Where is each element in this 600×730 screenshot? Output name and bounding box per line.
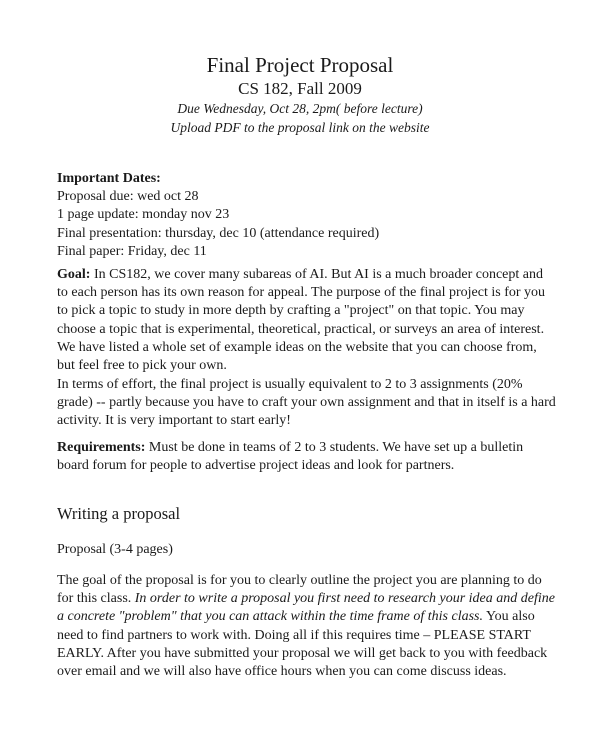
date-item: Final paper: Friday, dec 11 — [57, 243, 207, 259]
requirements-text: Must be done in teams of 2 to 3 students. We have set up a bulletin board forum for people to advertise project ideas and look for partners. — [57, 440, 524, 474]
date-item: 1 page update: monday nov 23 — [57, 207, 230, 223]
writing-proposal-heading: Writing a proposal — [57, 504, 181, 523]
requirements-label: Requirements: — [57, 440, 146, 455]
document-header — [0, 52, 600, 137]
due-line: Due Wednesday, Oct 28, 2pm( before lecture) — [177, 101, 423, 116]
document-title: Final Project Proposal — [206, 53, 394, 77]
effort-paragraph: In terms of effort, the final project is usually equivalent to 2 to 3 assignments (20% grade) -- partly because you have to craft your own assignment and that in itself is a hard activity. It is very important to start early! — [57, 377, 556, 429]
goal-label: Goal: — [57, 267, 91, 282]
proposal-rest-text: You also need to find partners to work with. Doing all if this requires time – PLEASE START EARLY. After you have submitted your proposal we will get back to you with feedback over email and we will also have office hours when you can come discuss ideas. — [57, 609, 548, 680]
upload-line: Upload PDF to the proposal link on the website — [170, 120, 430, 135]
important-dates-heading: Important Dates: — [57, 171, 161, 186]
important-dates — [57, 170, 379, 261]
proposal-length: Proposal (3-4 pages) — [57, 542, 173, 557]
proposal-intro-text: The goal of the proposal is for you to clearly outline the project you are planning to do for this class. — [57, 573, 542, 607]
course-subtitle: CS 182, Fall 2009 — [238, 79, 362, 98]
date-item: Final presentation: thursday, dec 10 (attendance required) — [57, 225, 380, 241]
goal-text: In CS182, we cover many subareas of AI. But AI is a much broader concept and to each person has its own reason for appeal. The purpose of the final project is for you to pick a topic to study in more depth by crafting a "project" on that topic. You may choose a topic that is experimental, theoretical, practical, or surveys an area of interest. We have listed a whole set of example ideas on the website that you can choose from, but feel free to pick your own. — [57, 267, 546, 374]
proposal-italic-text: In order to write a proposal you first need to research your idea and define a concrete "problem" that you can attack within the time frame of this class. — [57, 591, 555, 625]
requirements-paragraph — [57, 439, 557, 475]
goal-paragraph — [57, 266, 557, 375]
date-item: Proposal due: wed oct 28 — [57, 189, 199, 205]
proposal-goal-paragraph — [57, 572, 557, 681]
